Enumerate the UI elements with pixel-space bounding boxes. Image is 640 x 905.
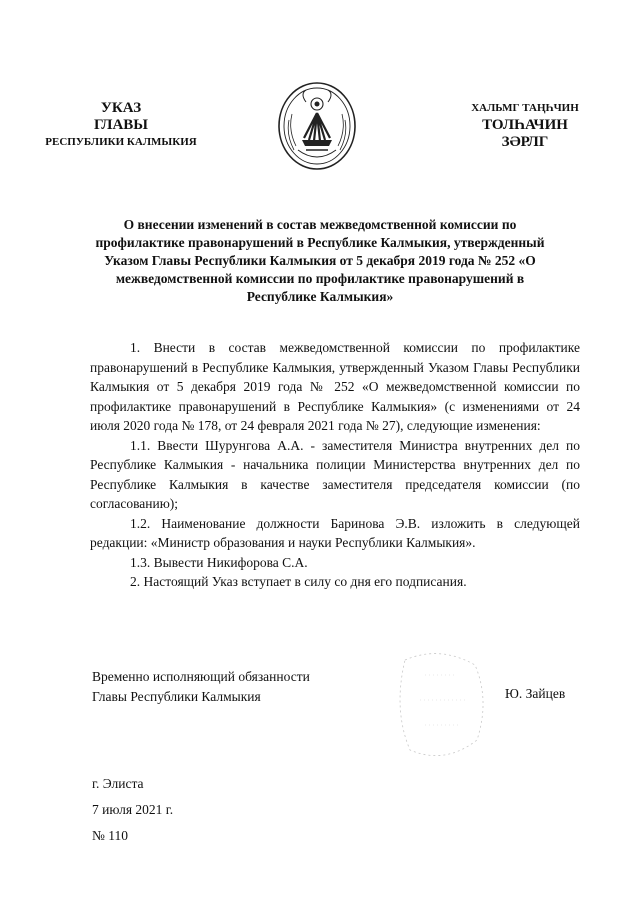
header-right [440, 100, 610, 151]
decree-body [90, 338, 580, 592]
header-right-line-2: ТОЛҺАЧИН [482, 117, 568, 133]
paragraph-1-2: 1.2. Наименование должности Баринова Э.В. изложить в следующей редакции: «Министр образования и науки Республики Калмыкия». [90, 515, 580, 550]
footer-date: 7 июля 2021 г. [92, 802, 174, 817]
header-left-line-2: ГЛАВЫ [93, 117, 149, 133]
signature-position-line-2: Главы Республики Калмыкия [92, 689, 261, 704]
footer-number: № 110 [92, 828, 129, 843]
decree-title: О внесении изменений в состав межведомственной комиссии по профилактике правонарушений в Республике Калмыкия, утвержденный Указом Главы Республики Калмыкия от 5 декабря 2019 года № 252 «О межведомственной комиссии по профилактике правонарушений в Республике Калмыкия» [95, 217, 545, 304]
faint-stamp-icon [385, 640, 495, 770]
header-left [36, 100, 206, 151]
signature-name: Ю. Зайцев [505, 686, 566, 701]
signature-position-line-1: Временно исполняющий обязанности [92, 669, 310, 684]
decree-footer [92, 771, 173, 849]
paragraph-2: 2. Настоящий Указ вступает в силу со дня его подписания. [130, 574, 467, 589]
header-left-line-1: УКАЗ [100, 100, 142, 116]
header-right-line-3: ЗӘРЛГ [501, 134, 549, 150]
paragraph-1-3: 1.3. Вывести Никифорова С.А. [130, 554, 308, 570]
coat-of-arms-emblem-icon [276, 80, 358, 172]
header-right-line-1: ХАЛЬМГ ТАҢҺЧИН [471, 102, 579, 114]
paragraph-1-1: 1.1. Ввести Шурунгова А.А. - заместителя Министра внутренних дел по Республике Калмыкия - начальника полиции Министерства внутренних дел по Республике Калмыкия в качестве заместителя председателя комиссии (по согласованию); [90, 437, 580, 511]
header-left-line-3: РЕСПУБЛИКИ КАЛМЫКИЯ [45, 136, 197, 148]
signature-position [92, 667, 392, 707]
paragraph-1: 1. Внести в состав межведомственной комиссии по профилактике правонарушений в Республике Калмыкия, утвержденный Указом Главы Республики Калмыкия от 5 декабря 2019 года № 252 «О межведомственной комиссии по профилактике правонарушений в Республике Калмыкия» (с изменениями от 24 июля 2020 года № 178, от 24 февраля 2021 года № 27), следующие изменения: [90, 340, 580, 433]
footer-city: г. Элиста [92, 776, 144, 791]
